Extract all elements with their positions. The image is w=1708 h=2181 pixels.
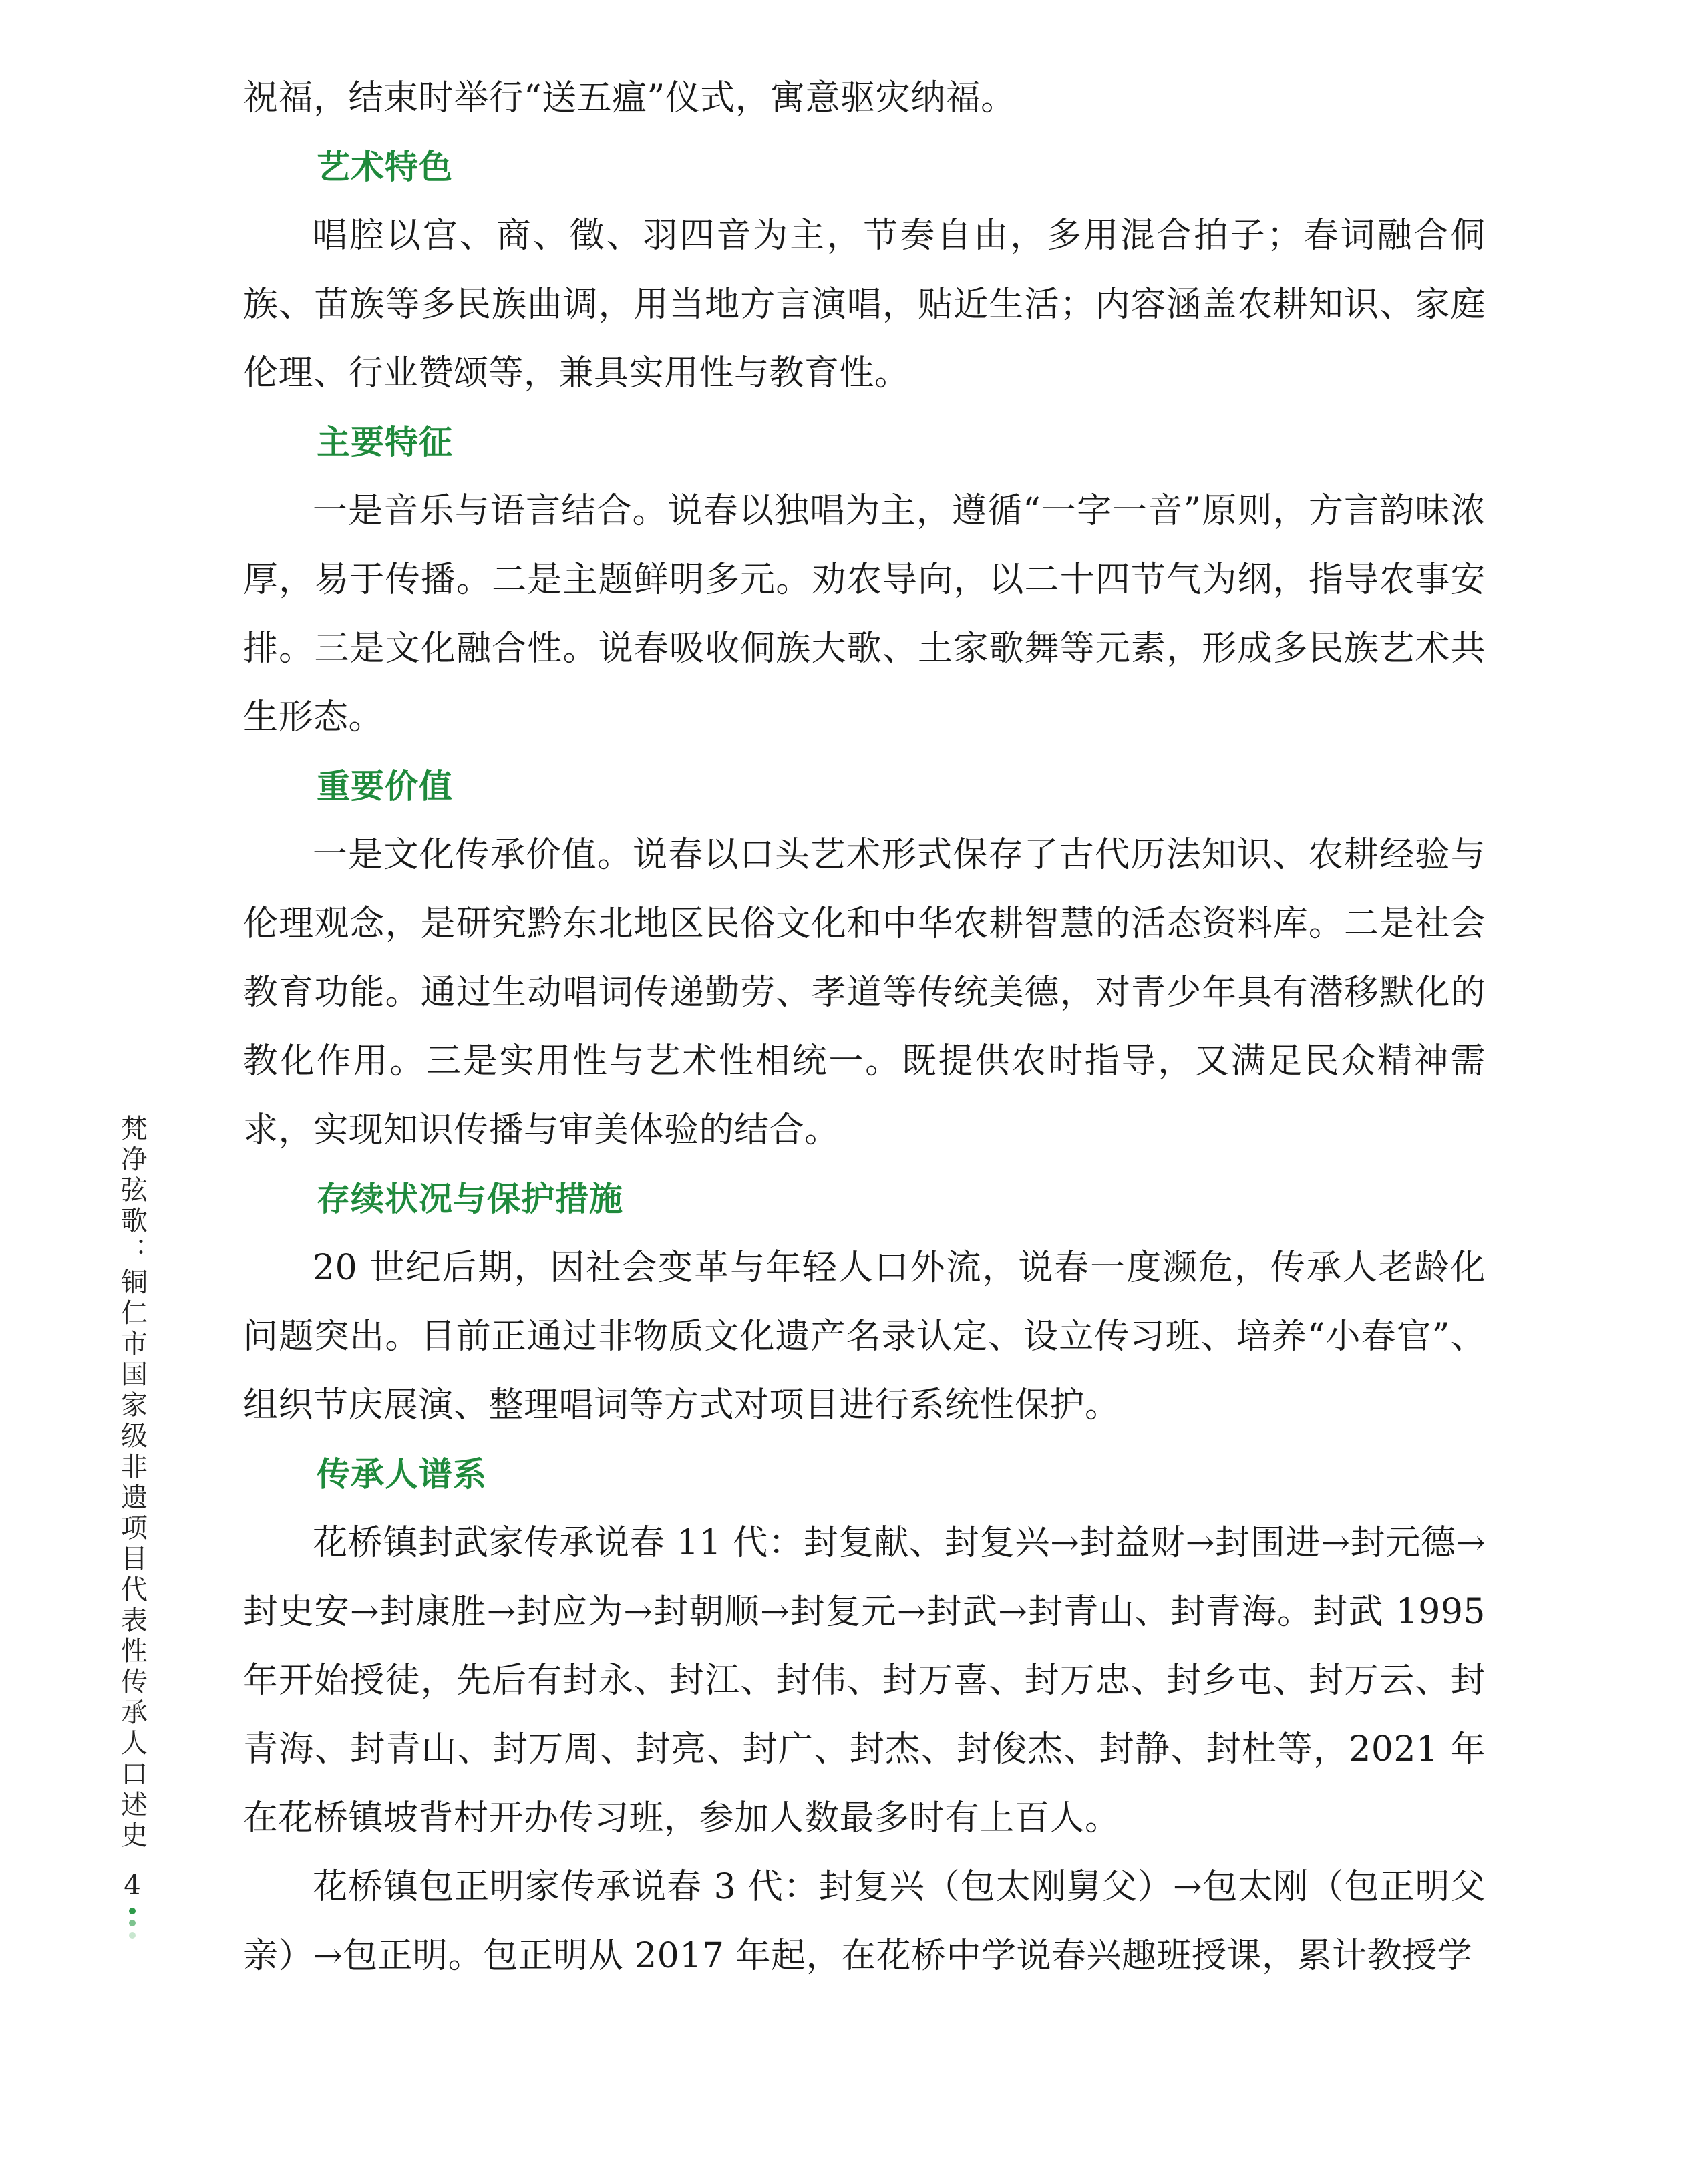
section-heading-preservation-status: 存续状况与保护措施: [317, 1180, 623, 1218]
section-heading-inheritance-lineage: 传承人谱系: [317, 1455, 487, 1494]
section-heading-main-characteristics: 主要特征: [317, 423, 453, 462]
side-margin: [112, 1114, 152, 1939]
paragraph-important-value: 一是文化传承价值。说春以口头艺术形式保存了古代历法知识、农耕经验与伦理观念，是研究黔东北地区民俗文化和中华农耕智慧的活态资料库。二是社会教育功能。通过生动唱词传递勤劳、孝道等传统美德，对青少年具有潜移默化的教化作用。三是实用性与艺术性相统一。既提供农时指导，又满足民众精神需求，实现知识传播与审美体验的结合。: [243, 835, 1486, 1150]
section-heading-important-value: 重要价值: [317, 767, 453, 806]
paragraph-preservation-status: 20 世纪后期，因社会变革与年轻人口外流，说春一度濒危，传承人老龄化问题突出。目前正通过非物质文化遗产名录认定、设立传习班、培养“小春官”、组织节庆展演、整理唱词等方式对项目进行系统性保护。: [243, 1248, 1486, 1425]
paragraph-lineage-bao-family: 花桥镇包正明家传承说春 3 代：封复兴（包太刚舅父）→包太刚（包正明父亲）→包正明。包正明从 2017 年起，在花桥中学说春兴趣班授课，累计教授学: [243, 1867, 1486, 1976]
ornament-dot: [129, 1932, 136, 1939]
ornament-dot: [129, 1908, 136, 1914]
page-body: [243, 64, 1486, 1991]
running-title: 梵净弦歌：铜仁市国家级非遗项目代表性传承人口述史: [116, 1114, 148, 1852]
page-number: 4: [124, 1870, 141, 1901]
paragraph-lineage-feng-family: 花桥镇封武家传承说春 11 代：封复献、封复兴→封益财→封围进→封元德→封史安→封康胜→封应为→封朝顺→封复元→封武→封青山、封青海。封武 1995 年开始授徒，先后有封永、封江、封伟、封万喜、封万忠、封乡屯、封万云、封青海、封青山、封万周、封亮、封广、封杰、封俊杰、封静、封杜等，2021 年在花桥镇坡背村开办传习班，参加人数最多时有上百人。: [243, 1523, 1486, 1838]
page-dots-ornament: [129, 1908, 136, 1939]
paragraph-artistic-features: 唱腔以宫、商、徵、羽四音为主，节奏自由，多用混合拍子；春词融合侗族、苗族等多民族曲调，用当地方言演唱，贴近生活；内容涵盖农耕知识、家庭伦理、行业赞颂等，兼具实用性与教育性。: [243, 216, 1486, 393]
section-heading-artistic-features: 艺术特色: [317, 148, 453, 186]
paragraph-continued: 祝福，结束时举行“送五瘟”仪式，寓意驱灾纳福。: [243, 78, 1016, 118]
ornament-dot: [129, 1920, 136, 1926]
paragraph-main-characteristics: 一是音乐与语言结合。说春以独唱为主，遵循“一字一音”原则，方言韵味浓厚，易于传播。二是主题鲜明多元。劝农导向，以二十四节气为纲，指导农事安排。三是文化融合性。说春吸收侗族大歌、土家歌舞等元素，形成多民族艺术共生形态。: [243, 491, 1486, 737]
